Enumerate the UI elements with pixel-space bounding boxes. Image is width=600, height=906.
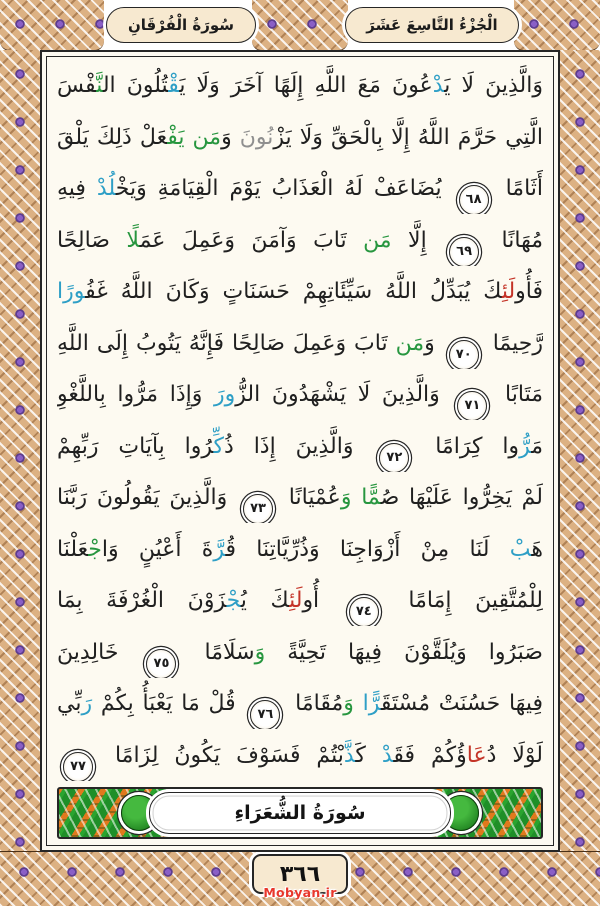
quran-text-segment: رًّا [362, 691, 381, 717]
quran-text-segment: رَ [81, 691, 93, 717]
quran-text-segment: الَّتِي حَرَّمَ اللَّهُ إِلَّا بِالْحَقِّ وَلَا يَزْ [273, 124, 543, 150]
quran-text-segment: كَ يُ [240, 588, 290, 614]
quran-line [57, 679, 543, 729]
quran-text-segment: مَتَابًا [493, 382, 543, 408]
verse-number-medallion: ٦٨ [459, 185, 489, 214]
quran-text-segment: ورًا [57, 279, 86, 305]
quran-line [57, 576, 543, 626]
quran-text-segment: فْسَ [57, 73, 97, 98]
text-frame-inner [46, 56, 554, 846]
arabesque-ornament-middle [252, 0, 348, 51]
quran-line [57, 61, 543, 111]
quran-text-segment: رَّحِيمًا [484, 330, 543, 356]
quran-text-segment: وا كِرَامًا [415, 433, 520, 459]
quran-text-segment: عُمْيَانًا [279, 485, 341, 511]
quran-text-segment: وَإِذَا مَرُّوا بِاللَّغْوِ [57, 382, 215, 408]
verse-number-medallion: ٧٧ [63, 752, 93, 781]
quran-text-segment: ةَ أَعْيُنٍ وَا [101, 536, 214, 562]
verse-number-medallion: ٧٥ [146, 649, 176, 678]
verse-number-medallion: ٧٤ [349, 597, 379, 626]
quran-text-segment: خَالِدِينَ [57, 639, 141, 665]
quran-text-segment: عَلْنَا [57, 536, 89, 562]
next-surah-title: سُورَةُ الشُّعَرَاءِ [234, 802, 366, 824]
quran-line [57, 525, 543, 575]
next-surah-band [57, 787, 543, 839]
quran-text-segment: كَ يُبَدِّلُ اللَّهُ سَيِّئَاتِهِمْ حَسَنَاتٍ وَكَانَ اللَّهُ غَفُ [85, 279, 502, 305]
quran-text-segment: زَوْنَ الْغُرْفَةَ بِمَا [57, 588, 227, 614]
quran-text-segment: دْ [432, 73, 445, 98]
quran-text-segment: تَابَ وَآمَنَ وَعَمِلَ عَمَ [139, 227, 364, 253]
verse-number-medallion: ٧٦ [250, 700, 280, 729]
quran-text-segment [354, 691, 363, 716]
quran-text-segment: رَّ [213, 536, 226, 562]
quran-text-segment: نُونَ [239, 124, 274, 150]
quran-text-segment: جْ [226, 588, 241, 614]
quran-text-segment: ؤُكُمْ فَقَ [393, 742, 467, 768]
quran-text-segment: مًّا [361, 485, 381, 511]
quran-text-segment: كِّ [213, 433, 225, 459]
quran-text-segment: جْ [88, 536, 102, 562]
quran-text-segment: وَالَّذِينَ إِذَا ذُ [224, 433, 374, 459]
quran-text-area [57, 61, 543, 781]
quran-text-segment: يُضَاعَفْ لَهُ الْعَذَابُ يَوْمَ الْقِيَامَةِ وَيَخْ [115, 176, 453, 202]
verse-number-medallion: ٧٠ [449, 340, 479, 369]
verse-number-medallion: ٧٢ [379, 443, 409, 472]
quran-text-segment: لَئِ [289, 588, 303, 614]
quran-text-segment: قْ [168, 73, 180, 98]
quran-text-segment: فِيهَا حَسُنَتْ مُسْتَقَ [380, 691, 543, 717]
verse-number-medallion: ٧٣ [243, 494, 273, 523]
quran-text-segment: أَثَامًا [494, 176, 543, 202]
quran-text-segment: وَ [221, 124, 240, 150]
next-surah-cartouche [149, 792, 451, 834]
quran-text-segment: مَن [395, 330, 425, 356]
quran-text-segment: مُقَامًا [286, 691, 344, 717]
quran-text-segment: وَ [424, 330, 443, 356]
quran-line [57, 370, 543, 420]
quran-text-segment: ورَ [214, 382, 236, 408]
quran-text-segment: سَلَامًا [182, 639, 255, 665]
arabesque-ornament-right [514, 0, 600, 51]
quran-line [57, 731, 543, 781]
quran-text-segment: رُوا بِآيَاتِ رَبِّهِمْ [57, 433, 214, 459]
quran-text-segment: لَمْ يَخِرُّوا عَلَيْهَا صُ [380, 485, 543, 511]
quran-text-segment: صَالِحًا [57, 227, 127, 253]
quran-text-segment: لَنَا مِنْ أَزْوَاجِنَا وَذُرِّيَّاتِنَا قُ [225, 536, 510, 562]
quran-text-segment: فَأُو [515, 279, 543, 305]
quran-line [57, 422, 543, 472]
quran-text-segment: مَن يَفْ [167, 124, 222, 150]
quran-text-segment: رُّ [519, 433, 532, 459]
quran-text-segment: وَالَّذِينَ لَا يَ [444, 73, 543, 98]
quran-line [57, 164, 543, 214]
quran-text-segment: مَن [363, 227, 392, 253]
quran-text-segment: إِلَّا [391, 227, 444, 253]
quran-line [57, 473, 543, 523]
quran-text-segment: دْ [381, 742, 394, 768]
quran-line [57, 216, 543, 266]
current-surah-cartouche [106, 7, 256, 43]
quran-text-segment: فِيهِ [57, 176, 97, 202]
page-number: ٣٦٦ [279, 861, 321, 887]
quran-text-segment: عَا [466, 742, 487, 768]
quran-text-segment: وَ [343, 691, 354, 717]
quran-text-segment: وَالَّذِينَ يَقُولُونَ رَبَّنَا [57, 485, 238, 511]
quran-text-segment: عَلْ ذَلِكَ يَلْقَ [57, 124, 168, 150]
quran-text-segment: وَ [254, 639, 266, 665]
quran-text-segment: نَّ [96, 73, 103, 98]
quran-text-segment [351, 485, 361, 510]
juz-name-cartouche [345, 7, 519, 43]
current-surah-label: سُورَةُ الْفُرْقَانِ [127, 16, 235, 34]
quran-text-segment: بْتُمْ فَسَوْفَ يَكُونُ لِزَامًا [99, 742, 344, 768]
verse-number-medallion: ٦٩ [449, 237, 479, 266]
quran-text-segment: قُلْ مَا يَعْبَأُ بِكُمْ [92, 691, 245, 717]
right-border-ornament [559, 50, 600, 852]
quran-text-segment: لِلْمُتَّقِينَ إِمَامًا [384, 588, 543, 614]
quran-text-segment: ذَّ [343, 742, 356, 768]
quran-text-segment: لُدْ [96, 176, 116, 202]
quran-text-segment: عُونَ مَعَ اللَّهِ إِلَهًا آخَرَ وَلَا يَ [179, 73, 433, 98]
quran-text-segment: صَبَرُوا وَيُلَقَّوْنَ فِيهَا تَحِيَّةً [265, 639, 543, 665]
quran-text-segment: بْ [509, 536, 532, 562]
left-border-ornament [0, 50, 41, 852]
quran-text-segment: مَ [531, 433, 543, 459]
quran-text-segment: أُو [302, 588, 343, 614]
quran-text-segment: لَوْلَا دُ [486, 742, 543, 768]
verse-number-medallion: ٧١ [457, 391, 487, 420]
quran-text-segment: لًا [126, 227, 140, 253]
quran-text-segment: مُهَانًا [485, 227, 543, 253]
quran-text-segment: وَالَّذِينَ لَا يَشْهَدُونَ الزُّ [235, 382, 452, 408]
top-border-strip [0, 0, 600, 50]
quran-text-segment: وَ [340, 485, 352, 511]
quran-line [57, 628, 543, 678]
quran-text-segment: تَابَ وَعَمِلَ صَالِحًا فَإِنَّهُ يَتُوبُ إِلَى اللَّهِ [57, 330, 396, 356]
quran-text-segment: تُلُونَ ال [102, 73, 169, 98]
arabesque-ornament-left [0, 0, 104, 51]
quran-text-segment: كَ [355, 742, 382, 768]
quran-line [57, 319, 543, 369]
bottom-border-ornament [0, 851, 600, 906]
quran-line [57, 113, 543, 163]
quran-text-segment: هَ [531, 536, 543, 562]
text-frame [40, 50, 560, 852]
quran-text-segment: لَئِ [501, 279, 516, 305]
watermark-text: Mobyan.ir [263, 885, 337, 900]
juz-name-label: الْجُزْءُ التَّاسِعَ عَشَرَ [366, 16, 498, 34]
quran-line [57, 267, 543, 317]
quran-text-segment: بِّي [57, 691, 82, 717]
